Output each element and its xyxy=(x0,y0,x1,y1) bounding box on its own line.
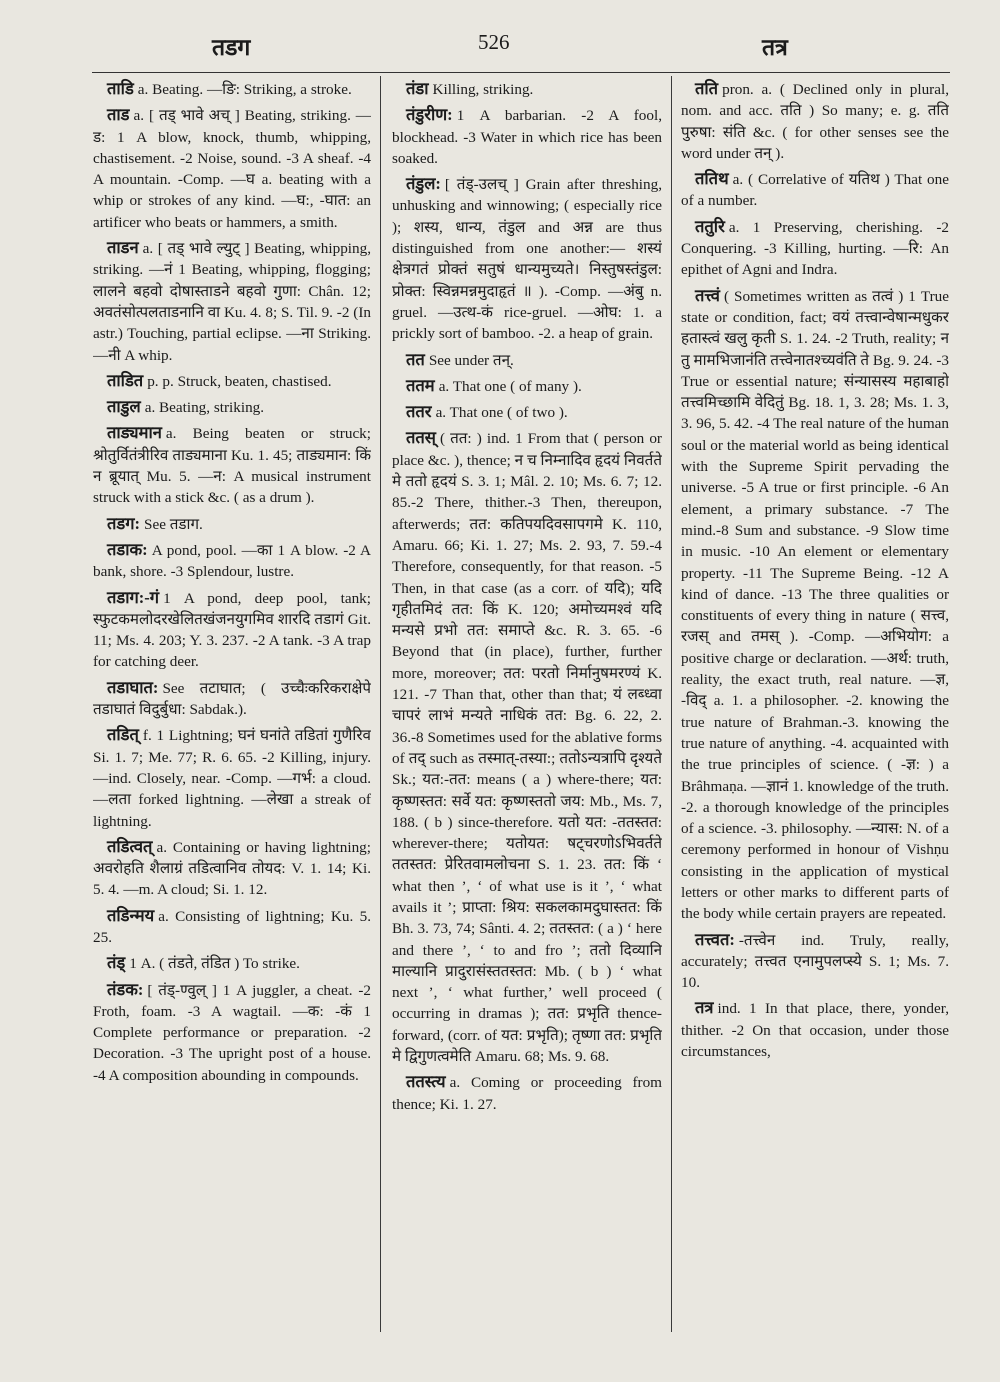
entry-definition: a. That one ( of many ). xyxy=(438,377,582,395)
entry-definition: See under तन्. xyxy=(428,351,514,369)
dictionary-entry xyxy=(392,401,662,423)
entry-definition: See तटाघात; ( उच्चैःकरिकराक्षेपे तडाघातं विदुर्बुधा: Sabdak.). xyxy=(93,679,371,719)
entry-headword: तंडुरीण: xyxy=(406,105,453,125)
dictionary-entry xyxy=(392,78,662,100)
dictionary-entry xyxy=(93,724,371,831)
entry-definition: ( Sometimes written as तत्वं ) 1 True state or condition, fact; वयं तत्त्वान्वेषान्मधुकर हतास्त्वं खलु कृती S. 1. 24. -2 Truth, reality; न तु मामभिजानंति तत्त्वेनातश्च्यवंति ते Bg. 9. 24. -3 True or essential nature; संन्यासस्य महाबाहो तत्त्वमिच्छामि वेदितुं Bg. 18. 1, 3. 28; Ms. 1. 3, 3. 96, 5. 42. -4 The real nature of the human soul or the material world as being identical with the Supreme Spirit pervading the universe. -5 A true or first principle. -6 An element, a primary substance. -7 The mind.-8 Sum and substance. -9 Slow time in music. -10 An element or elementary property. -11 The Supreme Being. -12 A kind of dance. -13 The three qualities or constituents of every thing in nature ( सत्त्व, रजस् and तमस् ). -Comp. —अभियोग: a positive charge or declaration. —अर्थ: truth, reality, the exact truth, real nature. —ज्ञ, -विद् a. 1. a philosopher. -2. knowing the true nature of Brahman.-3. knowing the true nature of anything. -4. acquainted with the true principles of science. ( -ज्ञ: ) a Brâhmaṇa. —ज्ञानं 1. knowledge of the truth. -2. a thorough knowledge of the principles of a science. -3. philosophy. —न्यास: N. of a ceremony performed in honour of Vishṇu consisting in the application of mystical letters or other marks to different parts of the body while certain prayers are repeated. xyxy=(681,287,949,923)
entry-definition: a. Coming or proceeding from thence; Ki. 1. 27. xyxy=(392,1074,662,1113)
entry-headword: तडाक: xyxy=(107,539,148,559)
dictionary-entry xyxy=(93,677,371,721)
entry-headword: तडित्वत् xyxy=(107,836,153,856)
entry-headword: ततस्त्य xyxy=(406,1072,446,1092)
dictionary-entry xyxy=(93,104,371,233)
dictionary-entry xyxy=(93,587,371,673)
entry-definition: A pond, pool. —का 1 A blow. -2 A bank, shore. -3 Splendour, lustre. xyxy=(93,541,371,581)
dictionary-entry xyxy=(93,905,371,949)
entry-headword: ततुरि xyxy=(695,216,725,236)
column-2 xyxy=(392,78,662,1328)
entry-definition: a. Beating. —ङि: Striking, a stroke. xyxy=(137,81,352,98)
entry-headword: तडाग:-गं xyxy=(107,587,160,607)
entry-definition: ind. 1 In that place, there, yonder, thither. -2 On that occasion, under those circumstances, xyxy=(681,1000,949,1061)
entry-definition: See तडाग. xyxy=(144,515,203,533)
dictionary-entry xyxy=(93,539,371,583)
column-1 xyxy=(93,78,371,1328)
dictionary-entry xyxy=(681,285,949,925)
page-number: 526 xyxy=(478,30,510,54)
entry-headword: ताडि xyxy=(107,79,134,98)
entry-definition: [ तंड्-ण्वुल् ] 1 A juggler, a cheat. -2 Froth, foam. -3 A wagtail. —क: -कं 1 Complete performance or preparation. -2 Decoration. -3 The upright post of a house. -4 A composition abounding in compounds. xyxy=(93,981,371,1084)
entry-definition: p. p. Struck, beaten, chastised. xyxy=(147,372,332,390)
dictionary-entry xyxy=(93,952,371,974)
dictionary-entry xyxy=(681,78,949,164)
entry-headword: तत्त्वं xyxy=(695,285,720,305)
column-divider xyxy=(380,76,381,1332)
entry-headword: ततिथ xyxy=(695,169,729,189)
entry-definition: a. That one ( of two ). xyxy=(435,404,568,422)
column-3 xyxy=(681,78,949,1328)
entry-headword: तंडुल: xyxy=(406,174,441,194)
column-divider xyxy=(671,76,672,1332)
entry-headword: तति xyxy=(695,79,719,98)
entry-definition: 1 A barbarian. -2 A fool, blockhead. -3 Water in which rice has been soaked. xyxy=(392,107,662,167)
entry-headword: तत्र xyxy=(695,998,714,1018)
dictionary-entry xyxy=(392,1071,662,1115)
entry-definition: a. [ तड् भावे अच् ] Beating, striking. —ड: 1 A blow, knock, thumb, whipping, chastisement. -2 Noise, sound. -3 A sheaf. -4 A mountain. -Comp. —घ a. beating with a whip or strokes of any kind. —घ:, -घात: an artificer who beats or hammers, a smith. xyxy=(93,107,371,231)
entry-headword: ततस् xyxy=(406,428,436,448)
entry-headword: ताडन xyxy=(107,238,139,258)
entry-definition: a. [ तड् भावे ल्युट् ] Beating, whipping, striking. —नं 1 Beating, whipping, flogging; लालने बहवो दोषास्ताडने बहवो गुणा: Chân. 12; अवतंसोत्पलताडनानि वा Ku. 4. 8; S. Til. 9. -2 (In astr.) Touching, partial eclipse. —ना Striking. —नी A whip. xyxy=(93,240,371,364)
dictionary-entry xyxy=(93,78,371,100)
dictionary-entry xyxy=(392,104,662,169)
dictionary-entry xyxy=(392,427,662,1067)
dictionary-entry xyxy=(681,168,949,212)
entry-headword: तडाघात: xyxy=(107,677,159,697)
entry-definition: 1 A pond, deep pool, tank; स्फुटकमलोदरखेलितखंजनयुगमिव शारदि तडागं Git. 11; Ms. 4. 203; Y. 3. 237. -2 A tank. -3 A trap for catching deer. xyxy=(93,589,371,671)
entry-definition: a. Containing or having lightning; अवरोहति शैलाग्रं तडित्वानिव तोयद: V. 1. 14; Ki. 5. 4. —m. A cloud; Si. 1. 12. xyxy=(93,838,371,899)
dictionary-entry xyxy=(392,349,662,371)
entry-definition: Killing, striking. xyxy=(432,81,534,98)
entry-headword: ताडित xyxy=(107,370,144,390)
entry-definition: a. Being beaten or struck; श्रोतुर्वितंत्रीरिव ताड्यमाना Ku. 1. 45; ताड्यमान: किं न ब्रूयात् Mu. 5. —न: A musical instrument struck with a stick &c. ( as a drum ). xyxy=(93,425,371,507)
entry-headword: ताडुल xyxy=(107,397,141,417)
dictionary-entry xyxy=(93,370,371,392)
dictionary-entry xyxy=(392,173,662,344)
entry-headword: तडग: xyxy=(107,513,141,533)
dictionary-entry xyxy=(93,237,371,366)
header-left-guideword: तडग xyxy=(212,34,251,61)
entry-headword: ताड्यमान xyxy=(107,423,162,443)
entry-definition: [ तंड्-उलच् ] Grain after threshing, unhusking and winnowing; ( especially rice ); शस्य, धान्य, तंडुल and अन्न are thus distinguished from one another:— शस्यं क्षेत्रगतं प्रोक्तं सतुषं धान्यमुच्यते। निस्तुषस्तंडुल: प्रोक्त: स्विन्नमन्नमुदाहृतं ॥ ). -Comp. —अंबु n. gruel. —उत्थ-कं rice-gruel. —ओघ: 1. a prickly sort of bamboo. -2. a heap of grain. xyxy=(392,176,662,343)
entry-headword: ततम xyxy=(406,375,435,395)
entry-headword: ताड xyxy=(107,105,130,125)
dictionary-entry xyxy=(93,396,371,418)
entry-headword: तंड् xyxy=(107,953,126,973)
dictionary-entry xyxy=(93,979,371,1086)
dictionary-entry xyxy=(392,375,662,397)
dictionary-entry xyxy=(681,997,949,1062)
entry-definition: a. 1 Preserving, cherishing. -2 Conquering. -3 Killing, hurting. —रि: An epithet of Agni and Indra. xyxy=(681,218,949,279)
entry-headword: तंडक: xyxy=(107,979,144,999)
entry-definition: f. 1 Lightning; घनं घनांते तडितां गुणैरिव Si. 1. 7; Me. 77; R. 6. 65. -2 Killing, injury. —ind. Closely, near. -Comp. —गर्भ: a cloud. —लता forked lightning. —लेखा a streak of lightning. xyxy=(93,727,371,830)
entry-definition: a. Beating, striking. xyxy=(144,399,265,417)
dictionary-entry xyxy=(681,216,949,281)
dictionary-entry xyxy=(93,836,371,901)
entry-headword: तडित् xyxy=(107,725,139,745)
entry-definition: -तत्त्वेन ind. Truly, really, accurately; तत्त्वत एनामुपलप्स्ये S. 1; Ms. 7. 10. xyxy=(681,931,949,992)
dictionary-entry xyxy=(93,422,371,508)
entry-definition: ( तत: ) ind. 1 From that ( person or place &c. ), thence; न च निम्नादिव हृदयं निवर्तते मे ततो हृदयं S. 3. 1; Mâl. 2. 10; Ms. 6. 7; 12. 85.-2 There, thither.-3 Then, thereupon, afterwerds; तत: कतिपयदिवसापगमे K. 110, Amaru. 66; Ki. 1. 27; Ms. 2. 93, 7. 59.-4 Therefore, consequently, for that reason. -5 Then, in that case (as a corr. of यदि); यदि गृहीतमिदं तत: किं K. 120; अमोच्यमश्वं यदि मन्यसे प्रभो तत: समाप्ते &c. R. 3. 65. -6 Beyond that (in place), further, further more, moreover; तत: परतो निर्मानुषमरण्यं K. 121. -7 Than that, other than that; यं लब्ध्वा चापरं लाभं मन्यते नाधिकं तत: Bg. 6. 22, 2. 36.-8 Sometimes used for the ablative forms of तद् such as तस्मात्-तस्या:; ततोऽन्यत्रापि दृश्यते Sk.; यत:-तत: means ( a ) where-there; यत: कृष्णस्तत: सर्वे यत: कृष्णस्ततो जय: Mb., Ms. 7, 188. ( b ) since-therefore. यतो यत: -ततस्तत: wherever-there; यतोयत: षट्चरणोऽभिवर्तते ततस्तत: प्रेरितवामलोचना S. 1. 23. तत: किं ‘ what then ’, ‘ of what use is it ’, ‘ what avails it ’; प्राप्ता: श्रिय: सकलकामदुघास्तत: किं Bh. 3. 73, 74; Sânti. 4. 2; ततस्तत: ( a ) ‘ here and there ’, ‘ to and fro ’; ततो दिव्यानि माल्यानि प्रादुरासंस्ततस्तत: Mb. ( b ) ‘ what next ’, ‘ what further,’ well proceed ( occurring in dramas ); तत: प्रभृति thence-forward, (corr. of यत: प्रभृति); तृष्णा तत: प्रभृति मे द्विगुणत्वमेति Amaru. 68; Ms. 9. 68. xyxy=(392,430,662,1066)
entry-definition: a. Consisting of lightning; Ku. 5. 25. xyxy=(93,907,371,946)
entry-headword: तंडा xyxy=(406,79,429,98)
dictionary-entry xyxy=(681,929,949,994)
entry-headword: ततर xyxy=(406,402,432,422)
entry-headword: तत xyxy=(406,349,425,369)
header-right-guideword: तत्र xyxy=(762,34,788,61)
entry-definition: 1 A. ( तंडते, तंडित ) To strike. xyxy=(129,955,300,973)
entry-headword: तडिन्मय xyxy=(107,905,155,925)
entry-headword: तत्त्वत: xyxy=(695,929,735,949)
page-header xyxy=(0,30,1000,66)
entry-definition: a. ( Correlative of यतिथ ) That one of a number. xyxy=(681,171,949,210)
header-rule xyxy=(92,72,950,73)
dictionary-entry xyxy=(93,513,371,535)
entry-definition: pron. a. ( Declined only in plural, nom. and acc. तति ) So many; e. g. तति पुरुषा: संति &c. ( for other senses see the word under तन् ). xyxy=(681,81,949,162)
